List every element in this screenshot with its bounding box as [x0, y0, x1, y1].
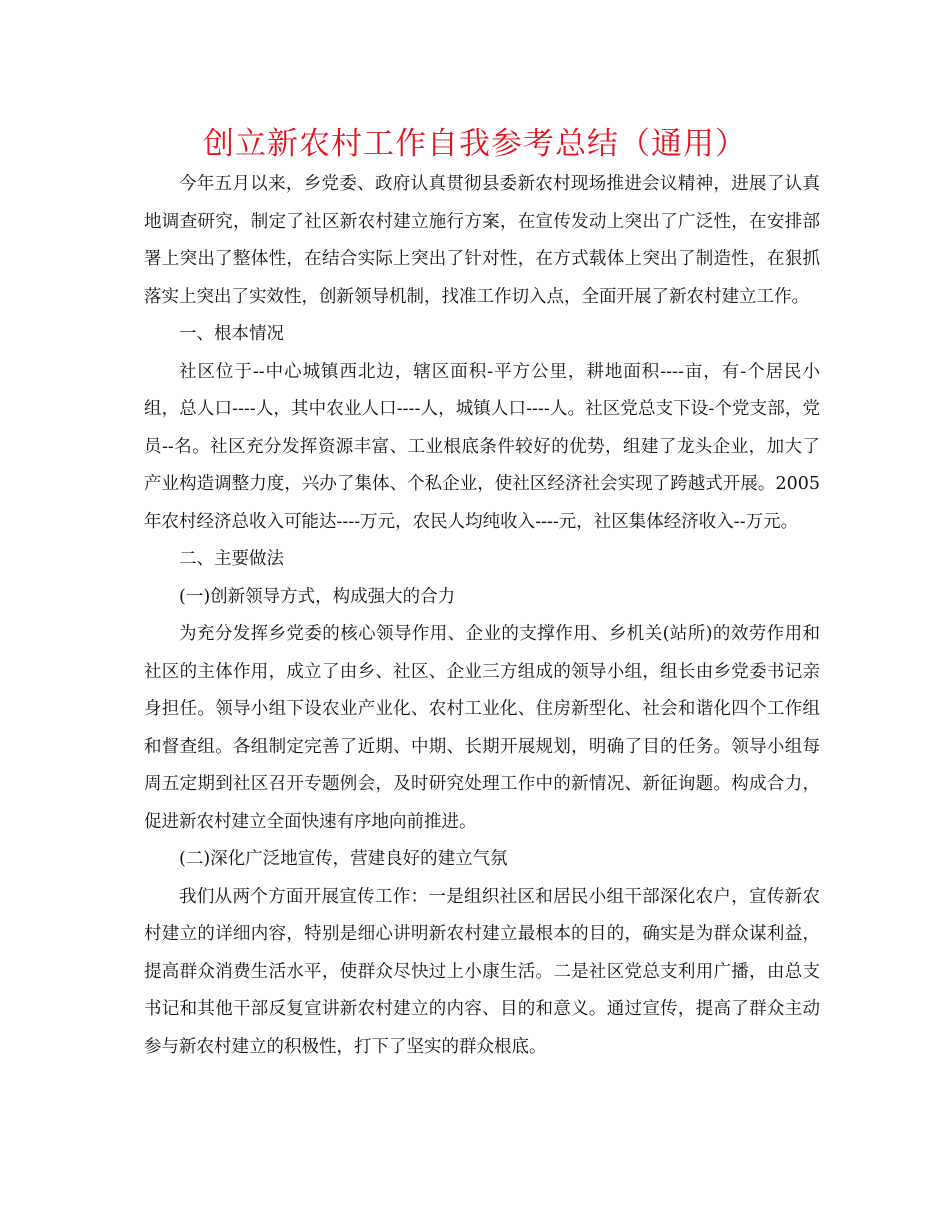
- section-heading-main-practices: 二、主要做法: [179, 549, 284, 569]
- section-heading-basic-situation: 一、根本情况: [179, 324, 284, 344]
- document-body: [144, 166, 820, 1066]
- paragraph-basic-situation: 社区位于--中心城镇西北边，辖区面积-平方公里，耕地面积----亩，有-个居民小组，总人口----人，其中农业人口----人，城镇人口----人。社区党总支下设-个党支部，党员--名。社区充分发挥资源丰富、工业根底条件较好的优势，组建了龙头企业，加大了产业构造调整力度，兴办了集体、个私企业，使社区经济社会实现了跨越式开展。2005年农村经济总收入可能达----万元，农民人均纯收入----元，社区集体经济收入--万元。: [144, 361, 820, 532]
- paragraph-intro: 今年五月以来，乡党委、政府认真贯彻县委新农村现场推进会议精神，进展了认真地调查研究，制定了社区新农村建立施行方案，在宣传发动上突出了广泛性，在安排部署上突出了整体性，在结合实际上突出了针对性，在方式载体上突出了制造性，在狠抓落实上突出了实效性，创新领导机制，找准工作切入点，全面开展了新农村建立工作。: [144, 174, 820, 307]
- document-title: 创立新农村工作自我参考总结（通用）: [203, 126, 747, 162]
- paragraph-publicity: 我们从两个方面开展宣传工作：一是组织社区和居民小组干部深化农户，宣传新农村建立的详细内容，特别是细心讲明新农村建立最根本的目的，确实是为群众谋利益，提高群众消费生活水平，使群众尽快过上小康生活。二是社区党总支利用广播，由总支书记和其他干部反复宣讲新农村建立的内容、目的和意义。通过宣传，提高了群众主动参与新农村建立的积极性，打下了坚实的群众根底。: [144, 886, 820, 1057]
- subsection-heading-leadership: (一)创新领导方式，构成强大的合力: [179, 586, 456, 607]
- subsection-heading-publicity: (二)深化广泛地宣传，营建良好的建立气氛: [179, 849, 508, 869]
- paragraph-leadership: 为充分发挥乡党委的核心领导作用、企业的支撑作用、乡机关(站所)的效劳作用和社区的主体作用，成立了由乡、社区、企业三方组成的领导小组，组长由乡党委书记亲身担任。领导小组下设农业产业化、农村工业化、住房新型化、社会和谐化四个工作组和督查组。各组制定完善了近期、中期、长期开展规划，明确了目的任务。领导小组每周五定期到社区召开专题例会，及时研究处理工作中的新情况、新征询题。构成合力，促进新农村建立全面快速有序地向前推进。: [144, 624, 820, 832]
